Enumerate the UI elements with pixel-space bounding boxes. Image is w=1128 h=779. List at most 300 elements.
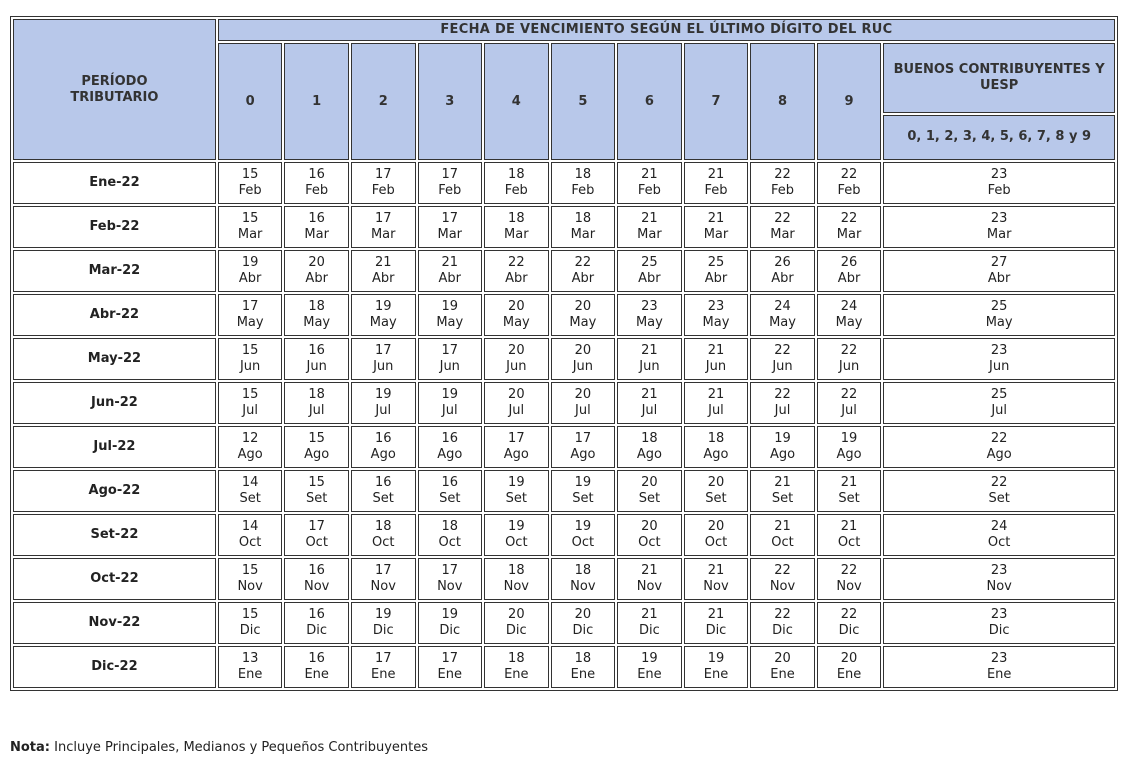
due-day: 15 [241, 563, 259, 578]
due-day: 17 [441, 211, 459, 226]
digit-header-7: 7 [684, 43, 749, 160]
due-date-cell [617, 382, 682, 424]
digit-header-3: 3 [418, 43, 483, 160]
due-date-cell [351, 470, 416, 512]
due-day: 26 [774, 255, 791, 270]
due-day: 17 [508, 431, 525, 446]
due-date-cell [418, 382, 483, 424]
due-date-cell [351, 382, 416, 424]
due-month: Dic [772, 623, 793, 638]
due-month: Dic [239, 623, 261, 638]
buenos-digits-subheader: 0, 1, 2, 3, 4, 5, 6, 7, 8 y 9 [883, 115, 1115, 160]
due-date-cell [284, 558, 349, 600]
due-month: Oct [571, 535, 595, 550]
due-day: 18 [641, 431, 658, 446]
buenos-due-date-cell [883, 426, 1115, 468]
due-date-cell [750, 206, 815, 248]
due-day: 20 [574, 607, 592, 622]
due-month: Abr [571, 271, 595, 286]
due-date-cell [484, 426, 549, 468]
due-day: 22 [840, 167, 858, 182]
due-day: 16 [441, 475, 459, 490]
due-month: Jul [841, 403, 857, 418]
due-month: Jul [708, 403, 724, 418]
due-date-cell [484, 206, 549, 248]
due-month: Set [372, 491, 394, 506]
due-month: Ago [703, 447, 729, 462]
due-month: Mar [836, 227, 862, 242]
due-month: Abr [771, 271, 794, 286]
due-month: Jul [308, 403, 325, 418]
due-date-cell [418, 162, 483, 204]
due-day: 21 [707, 607, 725, 622]
due-date-cell [418, 514, 483, 556]
due-month: Ago [437, 447, 463, 462]
due-month: Set [771, 491, 794, 506]
table-row [13, 514, 1115, 556]
table-row [13, 470, 1115, 512]
due-date-cell [351, 250, 416, 292]
due-date-cell [750, 338, 815, 380]
due-date-cell [617, 338, 682, 380]
due-day: 20 [574, 299, 592, 314]
due-month: Oct [771, 535, 794, 550]
digit-header-5: 5 [551, 43, 616, 160]
period-cell: Mar-22 [13, 250, 216, 292]
due-month: Ene [770, 667, 795, 682]
due-date-cell [284, 162, 349, 204]
due-date-cell [484, 382, 549, 424]
due-day: 20 [840, 651, 858, 666]
due-day: 19 [441, 387, 459, 402]
buenos-due-day: 25 [990, 387, 1008, 402]
table-header [13, 19, 1115, 160]
due-month: Dic [439, 623, 461, 638]
due-date-cell [750, 426, 815, 468]
digit-header-1: 1 [284, 43, 349, 160]
due-day: 26 [840, 255, 858, 270]
due-date-cell [750, 514, 815, 556]
due-day: 16 [374, 475, 392, 490]
buenos-due-month: Jun [989, 359, 1010, 374]
due-month: Ago [503, 447, 529, 462]
due-day: 22 [508, 255, 525, 270]
table-row [13, 338, 1115, 380]
due-month: May [369, 315, 397, 330]
due-day: 22 [840, 211, 858, 226]
period-header-line2: TRIBUTARIO [70, 89, 159, 105]
due-date-cell [284, 382, 349, 424]
due-date-cell [418, 426, 483, 468]
due-month: Mar [770, 227, 795, 242]
due-date-cell [351, 602, 416, 644]
due-month: Dic [705, 623, 727, 638]
due-month: Jul [774, 403, 791, 418]
due-day: 20 [508, 387, 525, 402]
buenos-due-day: 23 [990, 563, 1008, 578]
due-date-cell [218, 250, 283, 292]
due-day: 21 [641, 211, 658, 226]
table-row [13, 162, 1115, 204]
buenos-due-month: May [985, 315, 1013, 330]
table-row [13, 646, 1115, 688]
due-month: Set [705, 491, 727, 506]
due-day: 17 [374, 651, 392, 666]
due-day: 21 [840, 475, 858, 490]
due-month: May [569, 315, 597, 330]
due-day: 22 [574, 255, 592, 270]
due-month: Oct [704, 535, 728, 550]
due-day: 25 [707, 255, 725, 270]
due-date-cell [617, 602, 682, 644]
due-date-cell [684, 558, 749, 600]
due-day: 18 [707, 431, 725, 446]
due-date-cell [551, 514, 616, 556]
due-day: 15 [241, 343, 259, 358]
buenos-due-month: Set [988, 491, 1010, 506]
due-month: Abr [438, 271, 462, 286]
due-date-cell [750, 602, 815, 644]
period-cell: Dic-22 [13, 646, 216, 688]
due-date-cell [551, 382, 616, 424]
due-month: Set [239, 491, 261, 506]
due-month: Oct [371, 535, 395, 550]
due-date-cell [551, 470, 616, 512]
due-month: Ene [437, 667, 462, 682]
buenos-due-month: Abr [987, 271, 1011, 286]
due-date-cell [484, 338, 549, 380]
due-day: 22 [840, 563, 858, 578]
due-month: Mar [570, 227, 596, 242]
header-row-1 [13, 19, 1115, 41]
due-month: Oct [238, 535, 262, 550]
due-date-cell [551, 602, 616, 644]
due-day: 15 [241, 387, 259, 402]
buenos-due-date-cell [883, 294, 1115, 336]
due-day: 18 [508, 651, 525, 666]
due-date-cell [284, 602, 349, 644]
due-date-cell [418, 470, 483, 512]
due-date-cell [750, 162, 815, 204]
due-date-cell [484, 646, 549, 688]
period-cell: Ene-22 [13, 162, 216, 204]
due-day: 21 [774, 519, 791, 534]
buenos-due-month: Mar [986, 227, 1012, 242]
due-date-cell [418, 558, 483, 600]
due-date-cell [684, 206, 749, 248]
due-month: May [303, 315, 331, 330]
due-day: 21 [707, 343, 725, 358]
due-day: 23 [707, 299, 725, 314]
digit-header-4: 4 [484, 43, 549, 160]
period-header-line1: PERÍODO [81, 73, 148, 89]
due-month: Set [306, 491, 328, 506]
footnote [10, 740, 428, 755]
due-month: Jun [639, 359, 660, 374]
due-day: 21 [641, 607, 658, 622]
buenos-due-month: Oct [987, 535, 1011, 550]
table-row [13, 250, 1115, 292]
due-date-cell [218, 514, 283, 556]
due-date-cell [551, 206, 616, 248]
due-day: 22 [774, 167, 791, 182]
due-month: Abr [238, 271, 262, 286]
due-day: 18 [574, 211, 592, 226]
due-day: 21 [707, 387, 725, 402]
due-date-cell [684, 602, 749, 644]
due-month: Jul [575, 403, 591, 418]
due-day: 25 [641, 255, 658, 270]
due-day: 16 [308, 211, 325, 226]
due-day: 21 [707, 211, 725, 226]
due-date-cell [351, 514, 416, 556]
due-month: Mar [370, 227, 396, 242]
due-day: 12 [241, 431, 259, 446]
due-day: 17 [441, 167, 459, 182]
due-date-cell [817, 250, 882, 292]
due-date-cell [351, 338, 416, 380]
buenos-due-day: 25 [990, 299, 1008, 314]
buenos-due-day: 22 [990, 475, 1008, 490]
due-month: Abr [638, 271, 661, 286]
due-month: Ago [769, 447, 796, 462]
buenos-due-date-cell [883, 470, 1115, 512]
due-date-cell [617, 470, 682, 512]
due-month: Nov [437, 579, 463, 594]
due-date-cell [484, 250, 549, 292]
due-month: Jun [772, 359, 793, 374]
due-date-cell [484, 470, 549, 512]
due-month: Jun [506, 359, 527, 374]
due-month: Mar [437, 227, 463, 242]
due-date-cell [817, 602, 882, 644]
due-day: 18 [308, 387, 325, 402]
due-month: Nov [570, 579, 596, 594]
period-cell: Ago-22 [13, 470, 216, 512]
due-day: 19 [508, 475, 525, 490]
due-date-cell [617, 294, 682, 336]
due-month: Jun [572, 359, 594, 374]
due-month: Feb [837, 183, 861, 198]
due-date-cell [218, 162, 283, 204]
buenos-due-day: 23 [990, 343, 1008, 358]
due-date-cell [551, 558, 616, 600]
due-date-cell [617, 250, 682, 292]
due-month: Ago [636, 447, 662, 462]
due-month: Oct [837, 535, 861, 550]
digit-header-0: 0 [218, 43, 283, 160]
due-date-cell [284, 206, 349, 248]
period-cell: Feb-22 [13, 206, 216, 248]
footnote-text: Incluye Principales, Medianos y Pequeños Contribuyentes [50, 740, 429, 755]
due-date-cell [617, 426, 682, 468]
due-day: 19 [508, 519, 525, 534]
due-month: Dic [306, 623, 328, 638]
buenos-due-day: 27 [990, 255, 1008, 270]
buenos-due-date-cell [883, 338, 1115, 380]
due-date-cell [218, 382, 283, 424]
due-day: 14 [241, 475, 259, 490]
due-day: 21 [441, 255, 459, 270]
due-day: 22 [774, 211, 791, 226]
due-date-cell [218, 338, 283, 380]
due-date-cell [418, 646, 483, 688]
buenos-due-month: Jul [991, 403, 1007, 418]
buenos-due-date-cell [883, 602, 1115, 644]
due-date-cell [418, 250, 483, 292]
due-day: 16 [308, 563, 325, 578]
due-day: 21 [840, 519, 858, 534]
due-month: Feb [371, 183, 395, 198]
due-date-cell [684, 250, 749, 292]
due-day: 21 [774, 475, 791, 490]
due-month: Feb [637, 183, 661, 198]
due-month: Oct [638, 535, 661, 550]
due-month: Abr [704, 271, 728, 286]
due-month: Feb [238, 183, 262, 198]
table-row [13, 426, 1115, 468]
due-date-cell [750, 646, 815, 688]
due-date-cell [351, 558, 416, 600]
buenos-due-day: 23 [990, 651, 1008, 666]
due-month: Dic [838, 623, 860, 638]
due-day: 17 [374, 343, 392, 358]
due-date-cell [684, 470, 749, 512]
due-month: Mar [504, 227, 529, 242]
due-date-cell [684, 646, 749, 688]
buenos-due-date-cell [883, 514, 1115, 556]
due-day: 19 [574, 475, 592, 490]
due-month: Feb [770, 183, 795, 198]
buenos-due-month: Feb [987, 183, 1011, 198]
due-day: 17 [374, 167, 392, 182]
due-month: Ago [237, 447, 263, 462]
due-day: 19 [707, 651, 725, 666]
due-day: 15 [241, 211, 259, 226]
due-date-group-header: FECHA DE VENCIMIENTO SEGÚN EL ÚLTIMO DÍGITO DEL RUC [218, 19, 1115, 41]
due-month: Ene [637, 667, 662, 682]
due-date-cell [284, 514, 349, 556]
table-row [13, 382, 1115, 424]
due-date-cell [418, 294, 483, 336]
due-month: Ene [570, 667, 596, 682]
digit-header-2: 2 [351, 43, 416, 160]
due-month: May [236, 315, 264, 330]
due-date-table [10, 16, 1118, 691]
due-month: Set [838, 491, 860, 506]
due-month: Dic [572, 623, 594, 638]
due-month: Mar [637, 227, 662, 242]
due-day: 20 [308, 255, 325, 270]
due-month: Oct [438, 535, 462, 550]
due-date-cell [484, 602, 549, 644]
due-day: 20 [574, 343, 592, 358]
table-row [13, 558, 1115, 600]
due-month: Jul [441, 403, 458, 418]
table-row [13, 206, 1115, 248]
due-day: 23 [641, 299, 658, 314]
due-day: 16 [308, 167, 325, 182]
due-month: Ene [703, 667, 729, 682]
due-day: 22 [840, 387, 858, 402]
due-date-cell [750, 558, 815, 600]
due-month: Dic [505, 623, 527, 638]
due-date-cell [551, 338, 616, 380]
due-day: 22 [774, 607, 791, 622]
due-date-cell [484, 162, 549, 204]
period-cell: Abr-22 [13, 294, 216, 336]
due-month: Abr [837, 271, 861, 286]
due-day: 18 [374, 519, 392, 534]
due-month: Jun [439, 359, 460, 374]
due-day: 18 [308, 299, 325, 314]
due-month: Nov [370, 579, 396, 594]
due-day: 20 [641, 475, 658, 490]
due-date-cell [750, 250, 815, 292]
period-cell: Set-22 [13, 514, 216, 556]
due-day: 14 [241, 519, 259, 534]
due-month: Ene [836, 667, 862, 682]
due-date-cell [750, 294, 815, 336]
due-date-cell [351, 646, 416, 688]
due-day: 18 [508, 167, 525, 182]
buenos-due-date-cell [883, 162, 1115, 204]
due-date-cell [218, 294, 283, 336]
due-month: Feb [504, 183, 528, 198]
due-month: Ene [304, 667, 329, 682]
due-date-cell [351, 294, 416, 336]
due-date-cell [551, 426, 616, 468]
due-day: 19 [241, 255, 259, 270]
digit-header-8: 8 [750, 43, 815, 160]
due-day: 22 [774, 343, 791, 358]
due-date-cell [551, 646, 616, 688]
due-day: 20 [508, 343, 525, 358]
table-row [13, 294, 1115, 336]
due-day: 16 [308, 343, 325, 358]
due-day: 19 [374, 299, 392, 314]
due-month: Jun [373, 359, 394, 374]
due-month: Feb [438, 183, 462, 198]
due-day: 21 [707, 563, 725, 578]
due-date-cell [684, 382, 749, 424]
due-month: Abr [505, 271, 528, 286]
due-date-cell [284, 338, 349, 380]
due-day: 22 [840, 343, 858, 358]
due-date-cell [817, 646, 882, 688]
buenos-due-day: 24 [990, 519, 1008, 534]
due-day: 15 [241, 607, 259, 622]
table-body [13, 162, 1115, 688]
due-month: Jul [508, 403, 525, 418]
due-month: Mar [304, 227, 329, 242]
digit-header-6: 6 [617, 43, 682, 160]
due-date-cell [684, 514, 749, 556]
due-month: Jun [239, 359, 261, 374]
buenos-due-month: Nov [986, 579, 1012, 594]
due-month: Ago [304, 447, 330, 462]
due-date-cell [218, 206, 283, 248]
due-date-cell [551, 250, 616, 292]
due-date-cell [617, 514, 682, 556]
due-day: 16 [441, 431, 459, 446]
due-date-cell [218, 602, 283, 644]
due-month: Set [638, 491, 661, 506]
due-month: Oct [305, 535, 328, 550]
due-month: Nov [703, 579, 729, 594]
due-month: Feb [704, 183, 728, 198]
due-date-cell [218, 470, 283, 512]
